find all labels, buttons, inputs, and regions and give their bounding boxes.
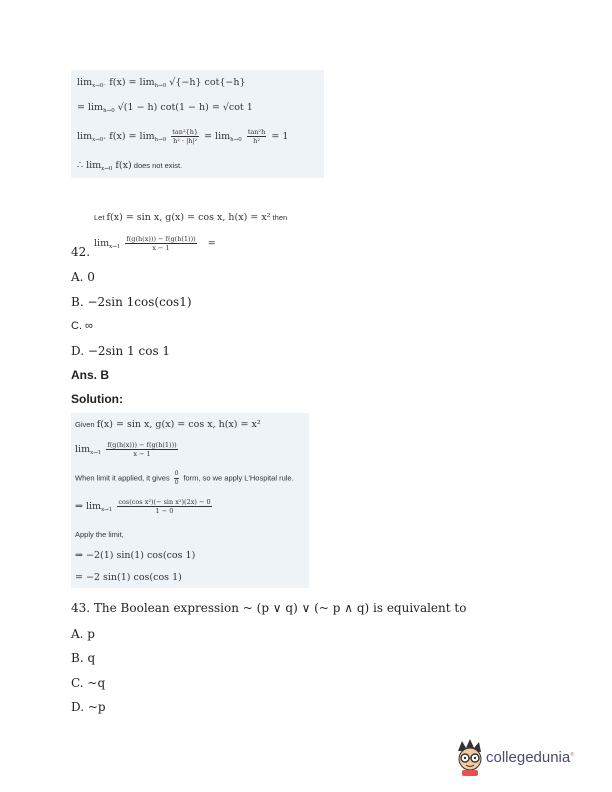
fraction: $\frac{\text{tan²h}}{\text{h²}}$ [247,128,266,145]
solution-heading: Solution: [71,392,123,406]
option-d: D. −2sin 1 cos 1 [71,344,171,358]
solution-box-prev [71,70,324,178]
option-a: A. 0 [71,270,95,284]
option-b: B. q [71,651,96,665]
option-a: A. p [71,627,95,641]
option-d: D. ~p [71,700,106,714]
result-line-2: = −2 sin(1) cos(cos 1) [75,572,182,583]
option-c: C. ∞ [71,320,93,332]
fraction: $\frac{f(g(h(x))) - f(g(h(1)))}{x - 1}$ [126,235,196,252]
mascot-icon [453,737,487,777]
option-b: B. −2sin 1cos(cos1) [71,295,192,309]
limit-left-simplified: = $\lim_{h\to 0} √(1 - h) \cot(1 - h) = √\cot$ 1 [77,102,253,114]
derivative-line: ⇒ $\lim_{x\to 1}$ $\frac{\text{cos(cos x²)(− sin x²)(2x) − 0}}{1 - 0}$ [75,498,211,515]
apply-limit-text: Apply the limit, [75,530,124,539]
fraction: $\frac{f(g(h(x))) - f(g(h(1)))}{x - 1}$ [107,441,177,458]
fraction: $\frac{\text{tan²\{h\}}}{\text{h² · |h|²}}$ [172,128,199,145]
limit-right-line: $\lim_{x\to 0^+} f(x) = \lim_{h\to 0}$ $\frac{\text{tan²\{h\}}}{\text{h² · |h|²}}$ = $\lim_{h\to 0}$ $\frac{\text{tan²h}}{\text{h²}}$ = 1 [77,128,289,145]
conclusion-line: ∴ $\lim_{x\to 0} f(x)$ does not exist. [77,160,183,172]
lhospital-note: When limit it applied, it gives $\frac{0}{0}$ form, so we apply L'Hospital rule. [75,470,294,486]
fraction: $\frac{\text{cos(cos x²)(− sin x²)(2x) − 0}}{1 - 0}$ [118,498,211,515]
logo-wordmark[interactable]: collegedunia® [486,749,574,766]
limit-left-line: $\lim_{x\to 0^-} f(x) = \lim_{h\to 0} √\{-h\}$ cot{−h} [77,77,246,89]
question-43-stem: 43. The Boolean expression ~ (p ∨ q) ∨ (~ p ∧ q) is equivalent to [71,601,467,615]
answer-label: Ans. B [71,368,110,382]
question-42-limit: $\lim_{x\to 1}$ $\frac{f(g(h(x))) - f(g(h(1)))}{x - 1}$ = [94,235,216,252]
solution-box-42 [71,413,309,588]
fraction: $\frac{0}{0}$ [174,470,179,486]
question-42-number: 42. [71,245,91,259]
limit-expression: $\lim_{x\to 1}$ $\frac{f(g(h(x))) - f(g(h(1)))}{x - 1}$ [75,441,177,458]
option-c: C. ~q [71,676,106,690]
result-line-1: ⇒ −2(1) sin(1) cos(cos 1) [75,550,196,561]
question-42-stem: Let f(x) = sin x, g(x) = cos x, h(x) = x² then $\lim_{x\to 1}$ $\frac{f(g(h(x))) - f(g(h(1)))}{x - 1}$ = [90,205,304,257]
given-line: Given f(x) = sin x, g(x) = cos x, h(x) = x² [75,419,261,430]
